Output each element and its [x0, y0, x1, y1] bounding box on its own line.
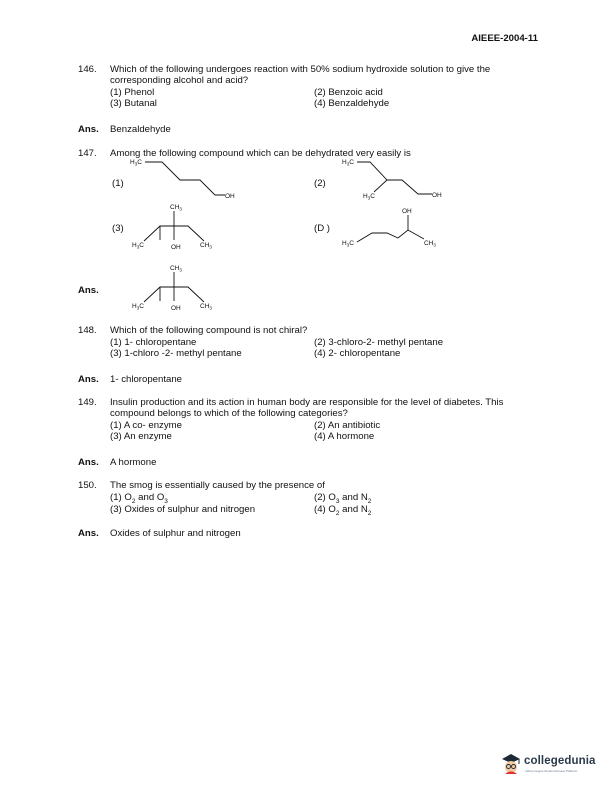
structure-147-option4: [342, 205, 447, 250]
option-146-4: (4) Benzaldehyde: [314, 98, 390, 109]
question-text-147: Among the following compound which can be dehydrated very easily is: [110, 148, 411, 159]
question-number-148: 148.: [78, 325, 97, 336]
option-147-2: (2): [314, 178, 326, 189]
option-147-1: (1): [112, 178, 124, 189]
answer-label-147: Ans.: [78, 285, 99, 296]
structure-147-option3: [132, 202, 227, 252]
collegedunia-logo: [500, 752, 600, 778]
svg-text:CH3: $CH_3$: [170, 265, 182, 273]
option-147-4: (D ): [314, 223, 330, 234]
brand-name: collegedunia: [524, 755, 596, 767]
option-150-2: (2) $O_3$ and $N_2$: [314, 492, 372, 505]
atom-label: H: [130, 159, 135, 166]
question-text-149-line2: compound belongs to which of the following categories?: [110, 408, 348, 419]
answer-label-146: Ans.: [78, 124, 99, 135]
option-150-3: (3) Oxides of sulphur and nitrogen: [110, 504, 256, 515]
option-146-2: (2) Benzoic acid: [314, 87, 383, 98]
option-149-1: (1) A co- enzyme: [110, 420, 182, 431]
answer-149: A hormone: [110, 457, 157, 468]
option-146-1: (1) Phenol: [110, 87, 155, 98]
option-149-2: (2) An antibiotic: [314, 420, 381, 431]
svg-text:OH: OH: [432, 192, 442, 199]
answer-148: 1- chloropentane: [110, 374, 183, 385]
brand-tagline: India's largest Student Review Platform: [525, 769, 578, 773]
option-146-3: (3) Butanal: [110, 98, 157, 109]
graduate-mascot-icon: [500, 752, 522, 776]
svg-text:H3C: $H_3C$: [342, 240, 354, 248]
option-148-4: (4) 2- chloropentane: [314, 348, 401, 359]
answer-label-149: Ans.: [78, 457, 99, 468]
svg-text:H3C: $H_3C$: [342, 159, 354, 167]
question-number-150: 150.: [78, 480, 97, 491]
svg-text:CH3: $CH_3$: [424, 240, 436, 248]
option-150-1: (1) $O_2$ and $O_3$: [110, 492, 168, 505]
question-text-149-line1: Insulin production and its action in human body are responsible for the level of diabetes. This: [110, 397, 504, 408]
structure-147-option1: [130, 158, 240, 203]
answer-150: Oxides of sulphur and nitrogen: [110, 528, 241, 539]
question-number-146: 146.: [78, 64, 97, 75]
option-148-1: (1) 1- chloropentane: [110, 337, 197, 348]
answer-label-150: Ans.: [78, 528, 99, 539]
answer-label-148: Ans.: [78, 374, 99, 385]
question-text-146-line2: corresponding alcohol and acid?: [110, 75, 249, 86]
question-text-150: The smog is essentially caused by the presence of: [110, 480, 325, 491]
svg-text:CH3: $CH_3$: [170, 204, 182, 212]
svg-text:CH3: $CH_3$: [200, 303, 212, 311]
svg-text:H3C: $H_3C$: [130, 159, 142, 167]
option-148-3: (3) 1-chloro -2- methyl pentane: [110, 348, 242, 359]
page-header-title: AIEEE-2004-11: [471, 33, 538, 44]
structure-147-option2: [342, 158, 457, 203]
structure-147-answer: [132, 263, 227, 313]
answer-146: Benzaldehyde: [110, 124, 171, 135]
svg-text:OH: OH: [402, 208, 412, 215]
question-number-147: 147.: [78, 148, 97, 159]
svg-text:H3C: $H_3C$: [132, 303, 144, 311]
svg-text:CH3: $CH_3$: [200, 242, 212, 250]
question-text-148: Which of the following compound is not chiral?: [110, 325, 308, 336]
question-text-146-line1: Which of the following undergoes reaction with 50% sodium hydroxide solution to give the: [110, 64, 491, 75]
svg-text:H3C: $H_3C$: [363, 193, 375, 201]
option-147-3: (3): [112, 223, 124, 234]
option-148-2: (2) 3-chloro-2- methyl pentane: [314, 337, 444, 348]
svg-text:H3C: $H_3C$: [132, 242, 144, 250]
option-149-4: (4) A hormone: [314, 431, 375, 442]
atom-label: OH: [225, 193, 235, 200]
option-149-3: (3) An enzyme: [110, 431, 172, 442]
svg-text:OH: OH: [171, 244, 181, 251]
question-number-149: 149.: [78, 397, 97, 408]
svg-text:OH: OH: [171, 305, 181, 312]
option-150-4: (4) $O_2$ and $N_2$: [314, 504, 372, 517]
